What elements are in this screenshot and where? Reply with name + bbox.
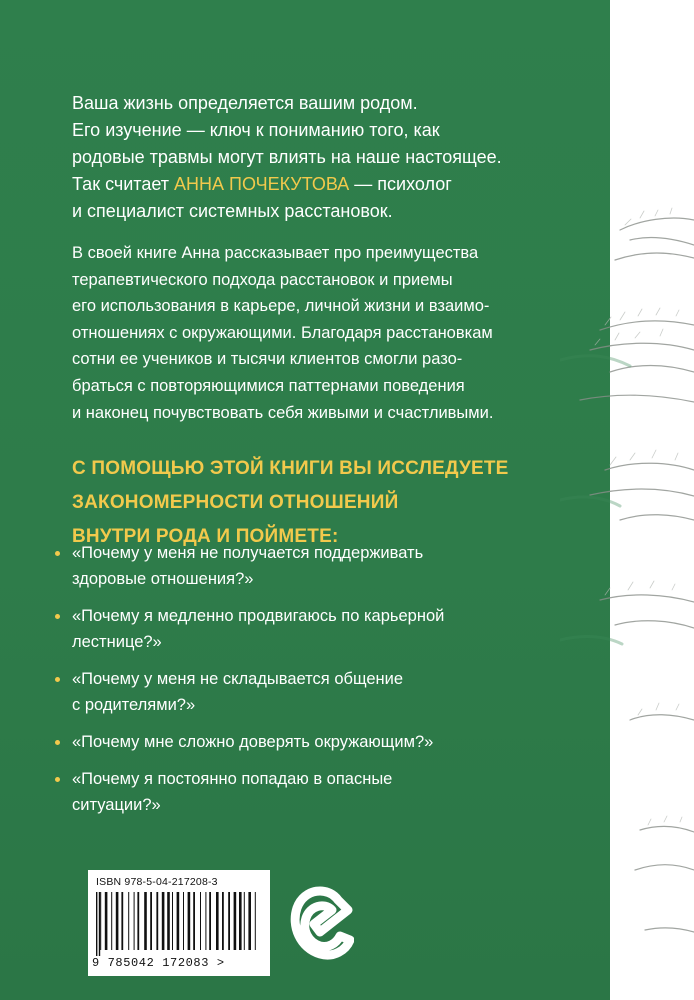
- barcode-bar: [183, 892, 184, 950]
- intro-line: Ваша жизнь определяется вашим родом.: [72, 93, 418, 113]
- bullet-dot-icon: [55, 551, 60, 556]
- heading-line: ЗАКОНОМЕРНОСТИ ОТНОШЕНИЙ: [72, 492, 399, 513]
- intro-line: родовые травмы могут влиять на наше настоящее.: [72, 147, 502, 167]
- barcode-bar: [99, 892, 100, 956]
- barcode-bar: [96, 892, 97, 956]
- intro-line: Его изучение — ключ к пониманию того, как: [72, 120, 440, 140]
- isbn-digits: 9 785042 172083 >: [92, 956, 225, 970]
- question-text: ситуации?»: [72, 796, 161, 814]
- description-line: его использования в карьере, личной жизни и взаимо-: [72, 297, 490, 316]
- barcode-bar: [105, 892, 108, 950]
- question-text: здоровые отношения?»: [72, 570, 254, 588]
- bullet-dot-icon: [55, 677, 60, 682]
- section-heading: [72, 452, 572, 554]
- barcode-bar: [177, 892, 180, 950]
- question-list: [62, 540, 562, 829]
- question-text: с родителями?»: [72, 696, 196, 714]
- eksmo-logo-icon: [288, 880, 354, 964]
- barcode-bar: [156, 892, 158, 950]
- bullet-dot-icon: [55, 614, 60, 619]
- barcode-bar: [134, 892, 135, 950]
- description-line: браться с повторяющимися паттернами поведения: [72, 376, 465, 395]
- description-paragraph: [72, 240, 552, 426]
- barcode-bar: [128, 892, 129, 950]
- barcode-bar: [100, 892, 101, 950]
- question-text: «Почему я медленно продвигаюсь по карьерной: [72, 607, 445, 625]
- barcode-bar: [239, 892, 242, 950]
- barcode-bar: [111, 892, 112, 950]
- question-text: «Почему я постоянно попадаю в опасные: [72, 770, 393, 788]
- heading-line: С ПОМОЩЬЮ ЭТОЙ КНИГИ ВЫ ИССЛЕДУЕТЕ: [72, 458, 509, 479]
- heading-line: ВНУТРИ РОДА И ПОЙМЕТЕ:: [72, 526, 339, 547]
- intro-line: и специалист системных расстановок.: [72, 201, 393, 221]
- question-item: [62, 603, 562, 655]
- description-line: В своей книге Анна рассказывает про преимущества: [72, 244, 479, 262]
- barcode-bar: [150, 892, 152, 950]
- author-name: АННА ПОЧЕКУТОВА: [174, 174, 350, 194]
- barcode-bar: [162, 892, 165, 950]
- barcode-bar: [248, 892, 251, 950]
- question-text: лестнице?»: [72, 633, 162, 651]
- isbn-label: ISBN 978-5-04-217208-3: [96, 876, 218, 888]
- question-item: [62, 729, 562, 755]
- barcode-bar: [234, 892, 237, 950]
- barcode-bar: [255, 892, 256, 950]
- barcode-bar: [172, 892, 173, 950]
- question-item: [62, 666, 562, 718]
- intro-line-author: Так считает АННА ПОЧЕКУТОВА — психолог: [72, 174, 452, 194]
- intro-paragraph: [72, 90, 572, 225]
- question-text: «Почему мне сложно доверять окружающим?»: [72, 733, 434, 751]
- bullet-dot-icon: [55, 740, 60, 745]
- description-line: и наконец почувствовать себя живыми и счастливыми.: [72, 403, 494, 422]
- barcode-bar: [193, 892, 195, 950]
- barcode-bar: [121, 892, 123, 950]
- barcode-bar: [228, 892, 230, 950]
- question-text: «Почему у меня не складывается общение: [72, 670, 404, 688]
- barcode-bar: [244, 892, 245, 950]
- barcode-bar: [116, 892, 119, 950]
- barcode-bar: [209, 892, 211, 950]
- barcode-bar: [144, 892, 147, 950]
- description-line: сотни ее учеников и тысячи клиентов смогли разо-: [72, 350, 463, 369]
- barcode-bar: [216, 892, 219, 950]
- barcode-bar: [222, 892, 224, 950]
- barcode-bar: [167, 892, 170, 950]
- barcode-bar: [188, 892, 191, 950]
- bullet-dot-icon: [55, 777, 60, 782]
- barcode-image: [94, 892, 264, 956]
- barcode-bar: [200, 892, 201, 950]
- barcode-bar: [205, 892, 206, 950]
- question-item: [62, 766, 562, 818]
- isbn-barcode-box: [88, 870, 270, 976]
- description-line: отношениях с окружающими. Благодаря расстановкам: [72, 323, 493, 342]
- question-item: [62, 540, 562, 592]
- question-text: «Почему у меня не получается поддерживать: [72, 544, 424, 562]
- barcode-bar: [137, 892, 139, 950]
- description-line: терапевтического подхода расстановок и приемы: [72, 270, 453, 289]
